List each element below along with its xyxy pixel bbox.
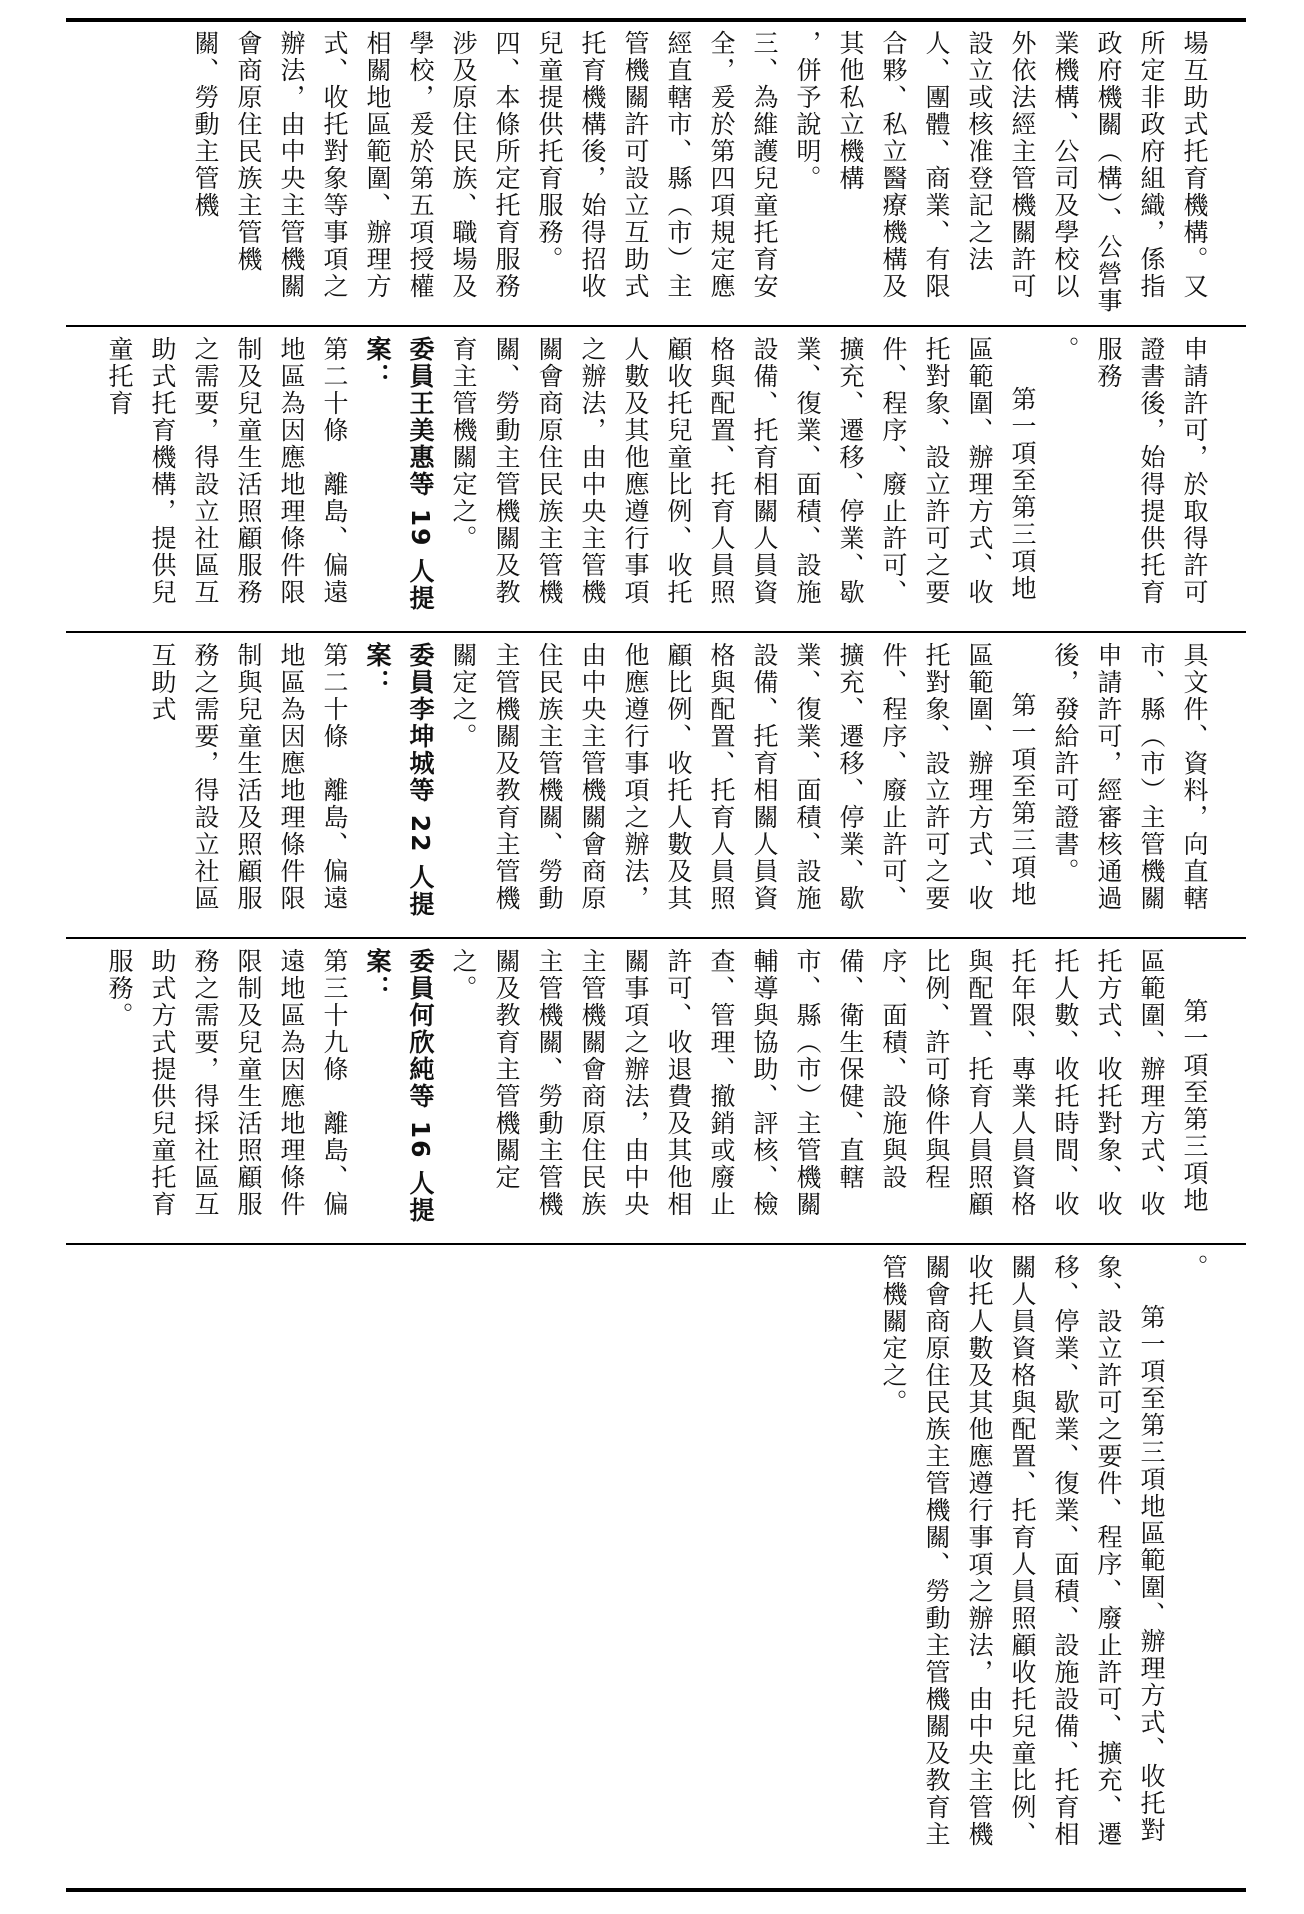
paragraph: 第二十條 離島、偏遠地區為因應地理條件限制及兒童生活照顧服務之需要，得設立社區互助式托育機構，提供兒童托育 bbox=[105, 336, 349, 606]
paragraph: 。 bbox=[1051, 336, 1080, 363]
paragraph: 第一項至第三項地區範圍、辦理方式、收托對象、設立許可之要件、程序、廢止許可、擴充、遷移、停業、歇業、復業、面積、設施設備、托育相關人員資格與配置、托育人員照顧比例、收托人數及其他應遵行事項之辦法，由中央主管機關會商原住民族主管機關、勞動主管機關及教育主管機關定之。 bbox=[449, 642, 1037, 912]
section-divider-4 bbox=[66, 1243, 1246, 1245]
proposal-heading: 委員王美惠等 19 人提案： bbox=[363, 336, 435, 613]
text-section-3 bbox=[76, 642, 1216, 932]
paragraph: 三、為維護兒童托育安全，爰於第四項規定應經直轄市、縣（市）主管機關許可設立互助式托育機構後，始得招收兒童提供托育服務。 bbox=[535, 30, 779, 300]
proposal-heading: 委員李坤城等 22 人提案： bbox=[363, 642, 435, 919]
text-section-5 bbox=[76, 1254, 1216, 1874]
section-divider-1 bbox=[66, 325, 1246, 327]
paragraph: 申請許可，於取得許可證書後，始得提供托育服務 bbox=[1094, 336, 1209, 606]
bottom-rule bbox=[66, 1888, 1246, 1892]
paragraph: 第一項至第三項地區範圍、辦理方式、收托方式、收托對象、收托人數、收托時間、收托年限、專業人員資格與配置、托育人員照顧比例、許可條件與程序、面積、設施與設備、衛生保健、直轄市、縣（市）主管機關輔導與協助、評核、檢查、管理、撤銷或廢止許可、收退費及其他相關事項之辦法，由中央主管機關會商原住民族主管機關、勞動主管機關及教育主管機關定之。 bbox=[449, 948, 1209, 1218]
top-rule bbox=[66, 18, 1246, 22]
section-divider-3 bbox=[66, 937, 1246, 939]
text-section-4 bbox=[76, 948, 1216, 1238]
section-divider-2 bbox=[66, 631, 1246, 633]
paragraph: 具文件、資料，向直轄市、縣（市）主管機關申請許可，經審核通過後，發給許可證書。 bbox=[1051, 642, 1209, 912]
paragraph: 第二十條 離島、偏遠地區為因應地理條件限制與兒童生活及照顧服務之需要，得設立社區互助式 bbox=[148, 642, 349, 912]
paragraph: 。 bbox=[1180, 1254, 1209, 1281]
proposal-heading: 委員何欣純等 16 人提案： bbox=[363, 948, 435, 1225]
paragraph: ，併予說明。 bbox=[793, 30, 822, 192]
paragraph: 場互助式托育機構。又所定非政府組織，係指政府機關（構）、公營事業機構、公司及學校以外依法經主管機關許可設立或核准登記之法人、團體、商業、有限合夥、私立醫療機構及其他私立機構 bbox=[836, 30, 1209, 315]
paragraph: 第三十九條 離島、偏遠地區為因應地理條件限制及兒童生活照顧服務之需要，得採社區互助式方式提供兒童托育服務。 bbox=[105, 948, 349, 1218]
text-section-2 bbox=[76, 336, 1216, 626]
paragraph: 第一項至第三項地區範圍、辦理方式、收托對象、設立許可之要件、程序、廢止許可、擴充、遷移、停業、歇業、復業、面積、設施設備、托育相關人員資格與配置、托育人員照顧收托兒童比例、收托人數及其他應遵行事項之辦法，由中央主管機關會商原住民族主管機關、勞動主管機關及教育主管機關定之。 bbox=[879, 1254, 1166, 1848]
paragraph: 四、本條所定托育服務涉及原住民族、職場及學校，爰於第五項授權相關地區範圍、辦理方式、收托對象等事項之辦法，由中央主管機關會商原住民族主管機關、勞動主管機 bbox=[191, 30, 521, 300]
text-section-1 bbox=[76, 30, 1216, 320]
paragraph: 第一項至第三項地區範圍、辦理方式、收托對象、設立許可之要件、程序、廢止許可、擴充、遷移、停業、歇業、復業、面積、設施設備、托育相關人員資格與配置、托育人員照顧收托兒童比例、收托人數及其他應遵行事項之辦法，由中央主管機關會商原住民族主管機關、勞動主管機關及教育主管機關定之。 bbox=[449, 336, 1037, 606]
